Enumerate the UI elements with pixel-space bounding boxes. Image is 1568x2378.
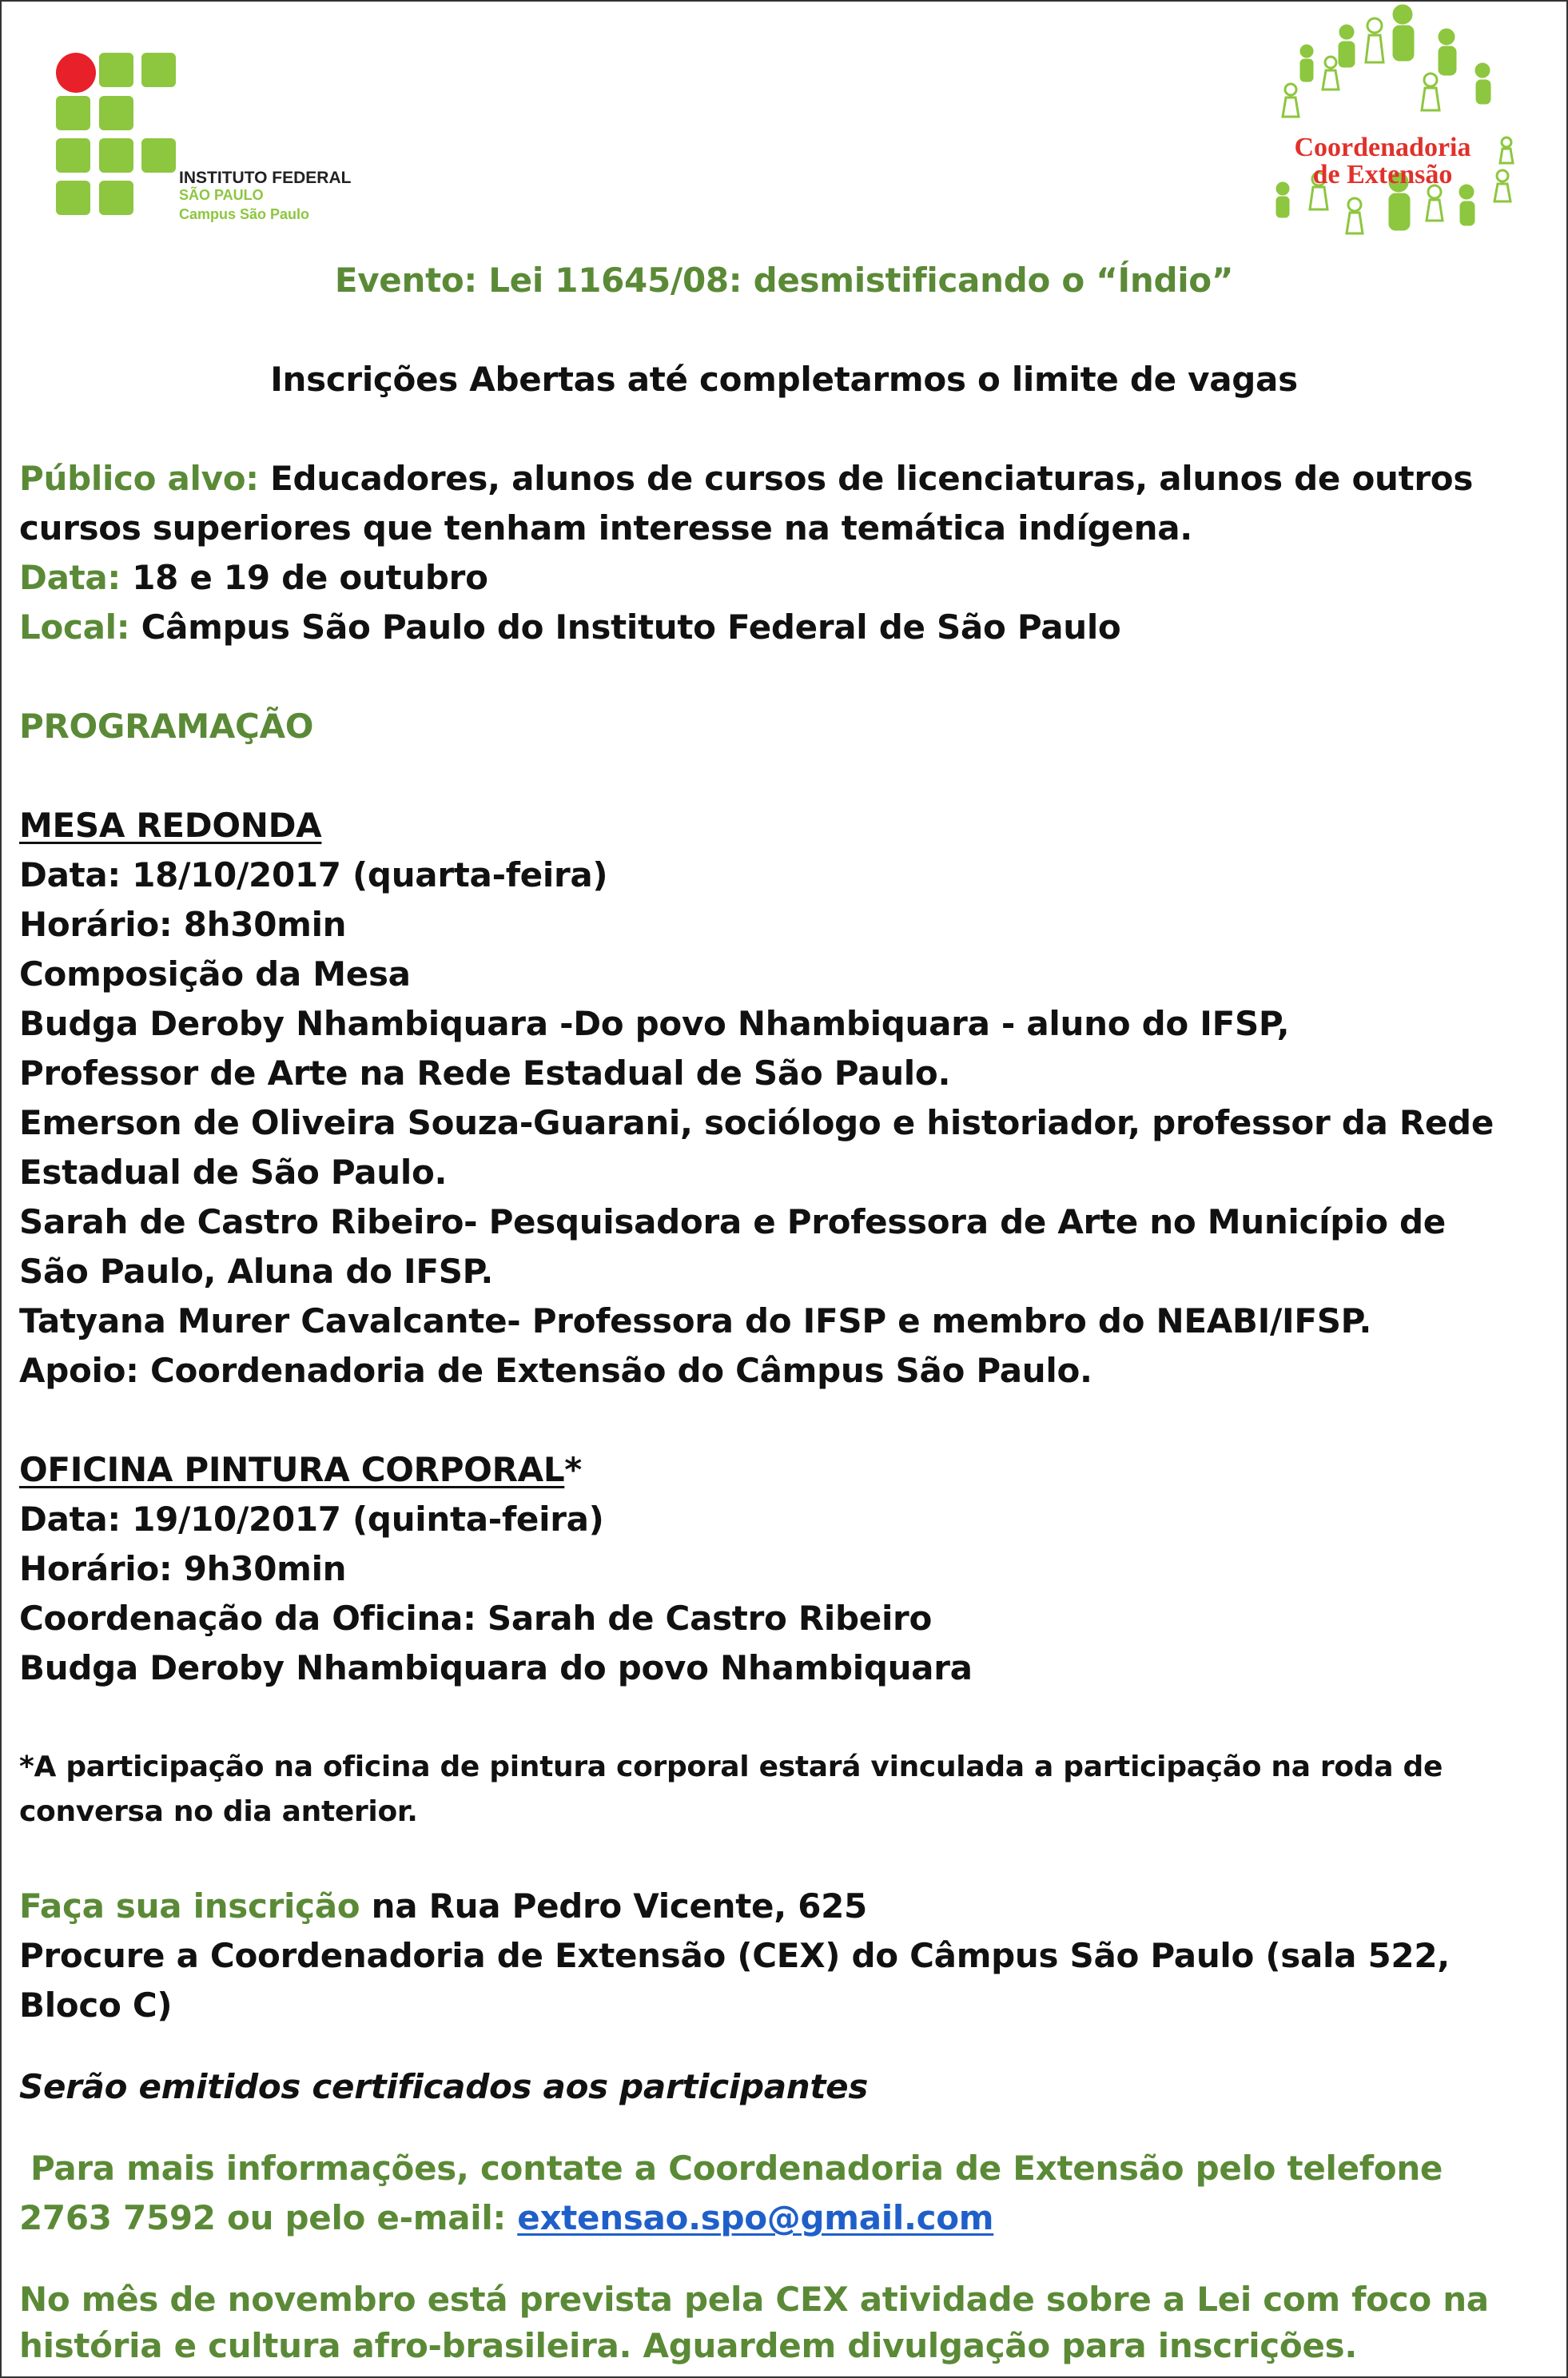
workshop-note-line-1: *A participação na oficina de pintura corporal estará vinculada a participação na roda de xyxy=(19,1751,1443,1783)
location-line xyxy=(19,607,1121,647)
signup-address: na Rua Pedro Vicente, 625 xyxy=(360,1886,867,1926)
member-3-line-1: Sarah de Castro Ribeiro- Pesquisadora e Professora de Arte no Município de xyxy=(19,1202,1446,1241)
location-label: Local: xyxy=(19,607,130,647)
date-value: 18 e 19 de outubro xyxy=(132,558,488,597)
signup-line-1 xyxy=(19,1886,867,1926)
logo-line-2: SÃO PAULO xyxy=(179,187,264,203)
extension-badge xyxy=(1251,0,1538,264)
workshop-coordination: Coordenação da Oficina: Sarah de Castro Ribeiro xyxy=(19,1599,933,1638)
round-table-time: Horário: 8h30min xyxy=(19,905,347,944)
round-table-heading: MESA REDONDA xyxy=(19,806,322,845)
workshop-note-line-2: conversa no dia anterior. xyxy=(19,1795,418,1828)
member-2-line-2: Estadual de São Paulo. xyxy=(19,1153,448,1192)
round-table-support: Apoio: Coordenadoria de Extensão do Câmpus São Paulo. xyxy=(19,1351,1092,1390)
contact-line-1: Para mais informações, contate a Coordenadoria de Extensão pelo telefone xyxy=(30,2149,1443,2188)
round-table-date: Data: 18/10/2017 (quarta-feira) xyxy=(19,855,608,894)
certificates-note: Serão emitidos certificados aos participantes xyxy=(19,2067,869,2106)
contact-phone: 2763 7592 ou pelo e-mail: xyxy=(19,2198,518,2237)
member-3-line-2: São Paulo, Aluna do IFSP. xyxy=(19,1252,494,1291)
workshop-heading-line xyxy=(19,1450,582,1489)
contact-email-link[interactable]: extensao.spo@gmail.com xyxy=(517,2198,994,2237)
november-note-line-2: história e cultura afro-brasileira. Aguardem divulgação para inscrições. xyxy=(19,2326,1357,2365)
badge-line-2: de Extensão xyxy=(1312,160,1453,189)
member-2-line-1: Emerson de Oliveira Souza-Guarani, sociólogo e historiador, professor da Rede xyxy=(19,1103,1494,1142)
workshop-date: Data: 19/10/2017 (quinta-feira) xyxy=(19,1500,604,1539)
audience-value-2: cursos superiores que tenham interesse na temática indígena. xyxy=(19,508,1192,548)
november-note-line-1: No mês de novembro está prevista pela CEX atividade sobre a Lei com foco na xyxy=(19,2280,1489,2319)
event-title: Evento: Lei 11645/08: desmistificando o “Índio” xyxy=(334,261,1234,300)
programming-heading: PROGRAMAÇÃO xyxy=(19,707,314,746)
audience-value-1: Educadores, alunos de cursos de licenciaturas, alunos de outros xyxy=(270,459,1474,498)
institute-logo xyxy=(56,53,352,222)
badge-line-1: Coordenadoria xyxy=(1294,133,1471,162)
signup-line-2: Procure a Coordenadoria de Extensão (CEX) do Câmpus São Paulo (sala 522, xyxy=(19,1936,1450,1975)
date-line xyxy=(19,558,488,597)
member-1-line-2: Professor de Arte na Rede Estadual de São Paulo. xyxy=(19,1054,951,1093)
workshop-time: Horário: 9h30min xyxy=(19,1549,347,1588)
logo-line-1: INSTITUTO FEDERAL xyxy=(179,169,352,187)
location-value: Câmpus São Paulo do Instituto Federal de São Paulo xyxy=(141,607,1121,647)
round-table-composition: Composição da Mesa xyxy=(19,954,411,994)
workshop-heading: OFICINA PINTURA CORPORAL xyxy=(19,1450,565,1489)
date-label: Data: xyxy=(19,558,121,597)
signup-label: Faça sua inscrição xyxy=(19,1886,360,1926)
people-figures-icon xyxy=(1251,0,1538,264)
registration-open: Inscrições Abertas até completarmos o limite de vagas xyxy=(270,360,1298,399)
audience-label: Público alvo: xyxy=(19,459,259,498)
logo-line-3: Campus São Paulo xyxy=(179,206,310,222)
member-4: Tatyana Murer Cavalcante- Professora do IFSP e membro do NEABI/IFSP. xyxy=(19,1301,1372,1340)
workshop-asterisk: * xyxy=(564,1450,582,1489)
audience-line-1 xyxy=(19,459,1473,498)
contact-line-2 xyxy=(19,2198,993,2237)
workshop-participant: Budga Deroby Nhambiquara do povo Nhambiquara xyxy=(19,1648,973,1687)
member-1-line-1: Budga Deroby Nhambiquara -Do povo Nhambiquara - aluno do IFSP, xyxy=(19,1004,1290,1043)
signup-line-3: Bloco C) xyxy=(19,1986,173,2025)
